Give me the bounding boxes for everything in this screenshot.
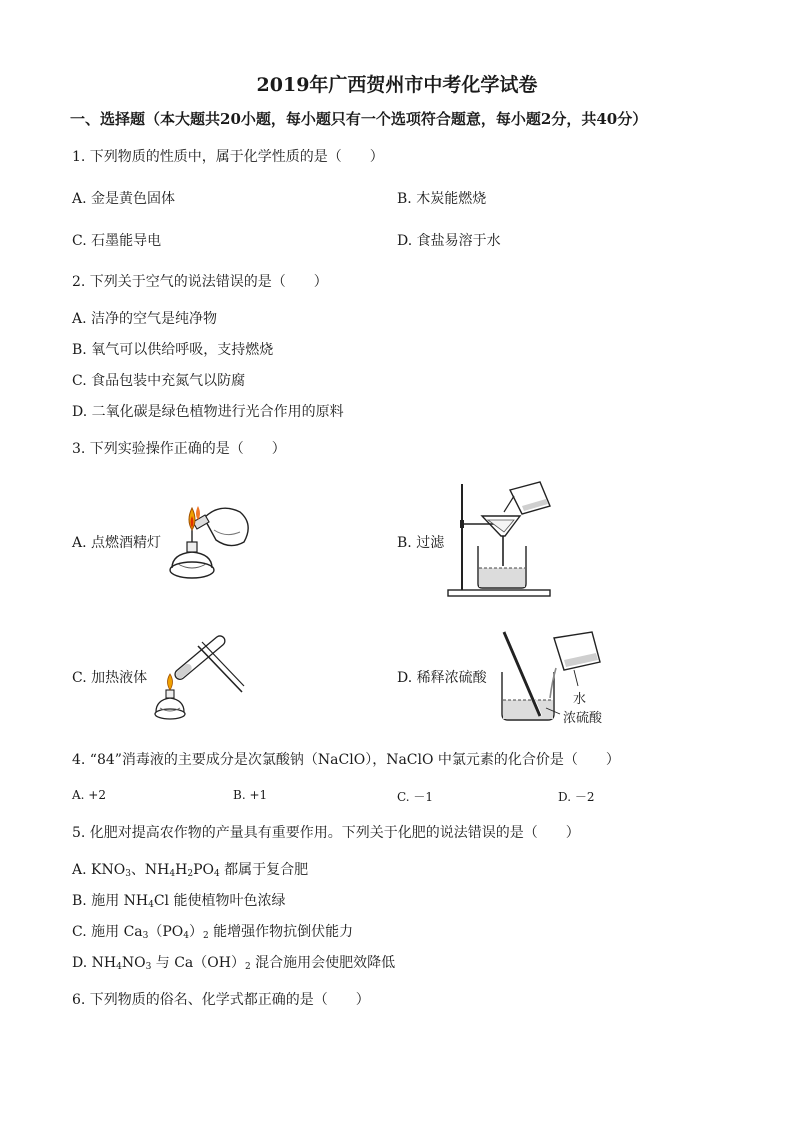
- subscript: 2: [187, 869, 194, 879]
- q6-stem: 6. 下列物质的俗名、化学式都正确的是（ ）: [72, 992, 370, 1008]
- q3-option-c[interactable]: C. 加热液体: [72, 670, 148, 686]
- subscript: 2: [203, 931, 209, 941]
- q5-b-text: B. 施用 NH: [72, 893, 149, 909]
- q3-stem: 3. 下列实验操作正确的是（ ）: [72, 441, 286, 457]
- q5-a-text: H: [175, 862, 188, 878]
- q3-option-a[interactable]: A. 点燃酒精灯: [72, 535, 162, 551]
- water-label: 水: [573, 692, 587, 707]
- q5-a-text: PO: [193, 862, 214, 878]
- subscript: 4: [169, 869, 176, 879]
- q2-option-a[interactable]: A. 洁净的空气是纯净物: [72, 311, 218, 327]
- q3-option-d[interactable]: D. 稀释浓硫酸: [397, 670, 487, 686]
- subscript: 3: [125, 869, 131, 879]
- q5-a-text: A. KNO: [72, 862, 126, 878]
- subscript: 3: [142, 931, 149, 941]
- q2-option-d[interactable]: D. 二氧化碳是绿色植物进行光合作用的原料: [72, 404, 344, 420]
- subscript: 4: [183, 931, 189, 941]
- q5-stem: 5. 化肥对提高农作物的产量具有重要作用。下列关于化肥的说法错误的是（ ）: [72, 825, 580, 841]
- page-title: 2019年广西贺州市中考化学试卷: [256, 74, 538, 96]
- q4-stem: 4. “84”消毒液的主要成分是次氯酸钠（NaClO），NaClO 中氯元素的化合价是（ ）: [72, 752, 620, 768]
- q1-option-a[interactable]: A. 金是黄色固体: [72, 191, 176, 207]
- q5-option-a[interactable]: [72, 859, 308, 879]
- q2-option-b[interactable]: B. 氧气可以供给呼吸，支持燃烧: [72, 342, 274, 358]
- q5-option-b[interactable]: [72, 890, 285, 910]
- q2-option-c[interactable]: C. 食品包装中充氮气以防腐: [72, 373, 246, 389]
- q4-option-d[interactable]: D. －2: [558, 790, 595, 804]
- q4-option-c[interactable]: C. －1: [397, 790, 434, 804]
- q4-option-a[interactable]: A. +2: [72, 788, 106, 802]
- q1-option-d[interactable]: D. 食盐易溶于水: [397, 233, 501, 249]
- q5-c-text: （PO: [148, 924, 184, 940]
- q5-d-text: D. NH: [72, 955, 117, 971]
- q5-b-text: Cl 能使植物叶色浓绿: [153, 893, 286, 909]
- subscript: 2: [244, 962, 251, 972]
- q5-option-c[interactable]: [72, 921, 353, 941]
- q1-stem: 1. 下列物质的性质中，属于化学性质的是（ ）: [72, 149, 384, 165]
- q3-option-b[interactable]: B. 过滤: [397, 535, 445, 551]
- subscript: 4: [116, 962, 122, 972]
- q2-stem: 2. 下列关于空气的说法错误的是（ ）: [72, 274, 328, 290]
- subscript: 3: [145, 962, 152, 972]
- q5-c-text: C. 施用 Ca: [72, 924, 143, 940]
- heating-liquid-illustration: [150, 632, 246, 724]
- q5-d-text: 与 Ca（OH）: [151, 955, 245, 971]
- subscript: 4: [148, 900, 154, 910]
- q5-d-text: 混合施用会使肥效降低: [250, 955, 396, 971]
- q5-c-text: ）: [189, 924, 203, 940]
- filtration-apparatus-illustration: [448, 476, 556, 600]
- q4-option-b[interactable]: B. +1: [233, 788, 268, 802]
- q5-d-text: NO: [121, 955, 146, 971]
- alcohol-lamp-ignition-illustration: [164, 494, 258, 590]
- subscript: 4: [214, 869, 220, 879]
- q5-c-text: 能增强作物抗倒伏能力: [208, 924, 354, 940]
- q5-a-text: 、NH: [130, 862, 170, 878]
- q1-option-b[interactable]: B. 木炭能燃烧: [397, 191, 487, 207]
- section-heading: 一、选择题（本大题共20小题，每小题只有一个选项符合题意，每小题2分，共40分）: [70, 110, 648, 128]
- q5-option-d[interactable]: [72, 952, 395, 972]
- q1-option-c[interactable]: C. 石墨能导电: [72, 233, 162, 249]
- concentrated-sulfuric-acid-label: 浓硫酸: [563, 711, 603, 726]
- q5-a-text: 都属于复合肥: [219, 862, 309, 878]
